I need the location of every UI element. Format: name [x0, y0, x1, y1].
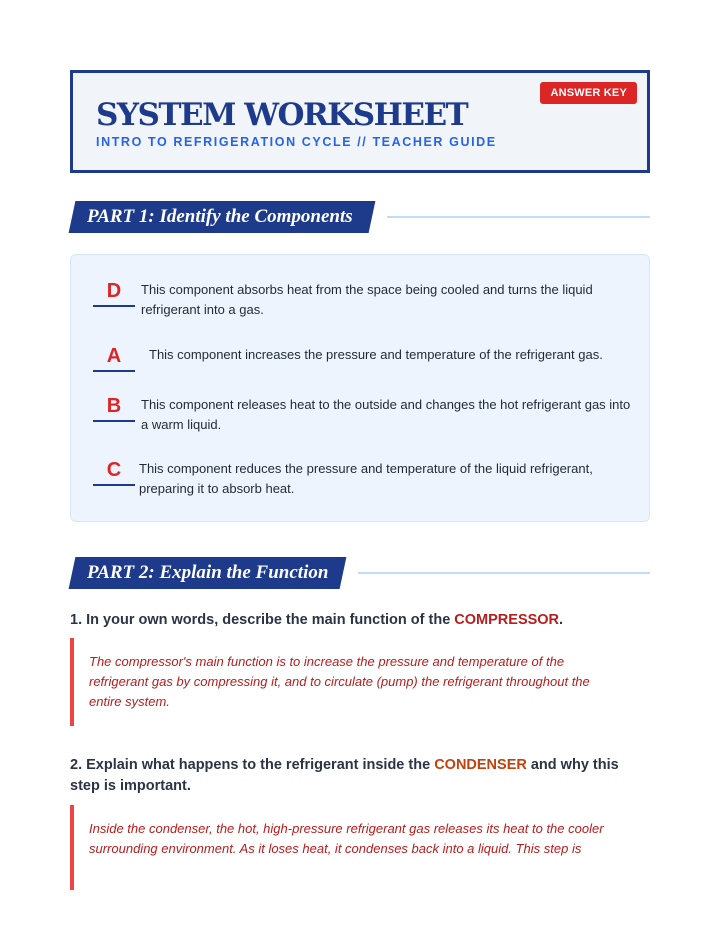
question-1-text: 1. In your own words, describe the main function of the	[70, 612, 455, 628]
component-answer: D	[93, 279, 135, 307]
component-description: This component increases the pressure and temperature of the refrigerant gas.	[149, 347, 603, 362]
part1-title: PART 1: Identify the Components	[87, 206, 353, 227]
question-2-suffix: and why this step is important.	[70, 757, 619, 794]
answer-2-text: Inside the condenser, the hot, high-pressure refrigerant gas releases its heat to the cooler surrounding environment. As it loses heat, it condenses back into a liquid. This step is	[89, 821, 604, 856]
part2-title: PART 2: Explain the Function	[87, 562, 329, 583]
page-title: SYSTEM WORKSHEET	[96, 97, 468, 133]
component-answer: C	[93, 458, 135, 486]
component-description: This component releases heat to the outside and changes the hot refrigerant gas into a warm liquid.	[141, 397, 631, 432]
question-2-keyword: CONDENSER	[434, 757, 527, 773]
part1-divider	[387, 216, 650, 218]
question-2	[70, 755, 650, 797]
part1-banner	[69, 201, 376, 233]
components-box	[70, 254, 650, 522]
component-description: This component reduces the pressure and temperature of the liquid refrigerant, preparing it to absorb heat.	[139, 461, 593, 496]
answer-key-badge: ANSWER KEY	[540, 82, 637, 104]
question-2-text: 2. Explain what happens to the refrigerant inside the	[70, 757, 435, 773]
question-1-suffix: .	[559, 612, 564, 628]
worksheet-header	[70, 70, 650, 173]
component-answer: A	[93, 344, 135, 372]
answer-1-text: The compressor's main function is to increase the pressure and temperature of the refrigerant gas by compressing it, and to circulate (pump) the refrigerant throughout the entire system.	[89, 654, 590, 709]
component-description: This component absorbs heat from the space being cooled and turns the liquid refrigerant into a gas.	[141, 282, 593, 317]
part2-banner	[69, 557, 347, 589]
question-1	[70, 610, 650, 631]
answer-2	[70, 805, 650, 890]
component-answer: B	[93, 394, 135, 422]
question-1-keyword: COMPRESSOR	[454, 612, 560, 628]
part2-divider	[358, 572, 650, 574]
page-subtitle: INTRO TO REFRIGERATION CYCLE // TEACHER GUIDE	[96, 135, 497, 149]
answer-1	[70, 638, 650, 726]
